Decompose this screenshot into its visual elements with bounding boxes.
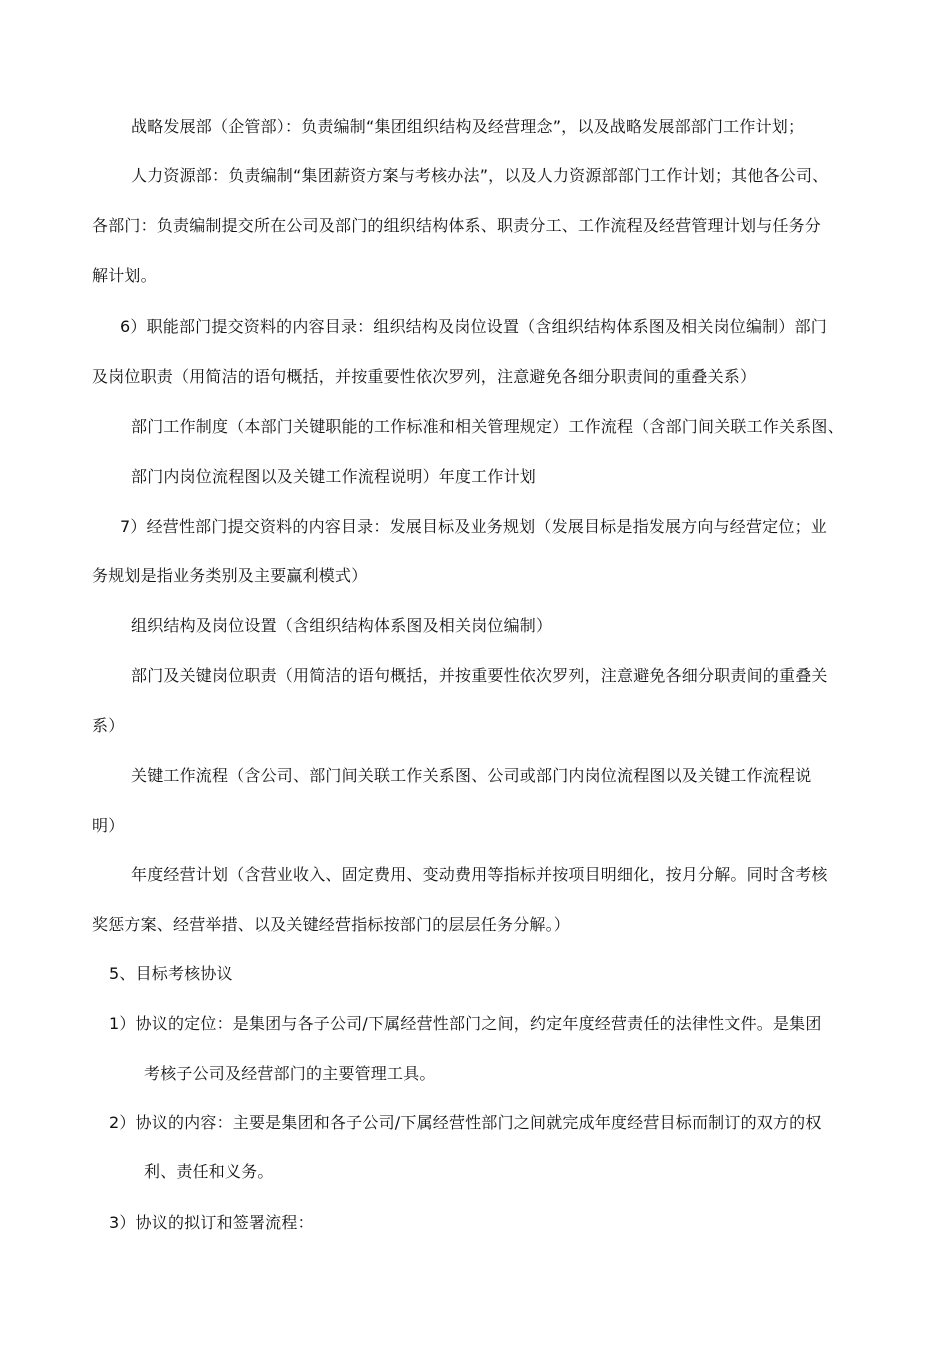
item-6-line: 6）职能部门提交资料的内容目录：组织结构及岗位设置（含组织结构体系图及相关岗位编制）部门 [120,317,827,336]
hr-dept-line: 人力资源部：负责编制“集团薪资方案与考核办法”，以及人力资源部部门工作计划；其他各公司、 [131,166,829,185]
agreement-item-3-line: 3）协议的拟订和签署流程： [109,1213,314,1232]
agreement-item-2-line: 2）协议的内容：主要是集团和各子公司/下属经营性部门之间就完成年度经营目标而制订的双方的权 [109,1113,822,1132]
departments-line: 各部门：负责编制提交所在公司及部门的组织结构体系、职责分工、工作流程及经营管理计划与任务分 [92,216,822,235]
item-7-continuation-line: 务规划是指业务类别及主要赢利模式） [92,566,368,585]
key-workflow-continuation-line: 明） [92,816,125,835]
org-structure-line: 组织结构及岗位设置（含组织结构体系图及相关岗位编制） [131,616,553,635]
item-6-continuation-line: 及岗位职责（用简洁的语句概括，并按重要性依次罗列，注意避免各细分职责间的重叠关系） [92,367,757,386]
key-positions-line: 部门及关键岗位职责（用简洁的语句概括，并按重要性依次罗列，注意避免各细分职责间的重叠关 [131,666,828,685]
dept-flow-line: 部门内岗位流程图以及关键工作流程说明）年度工作计划 [131,467,537,486]
dept-rules-line: 部门工作制度（本部门关键职能的工作标准和相关管理规定）工作流程（含部门间关联工作关系图、 [131,417,844,436]
agreement-item-2-continuation-line: 利、责任和义务。 [144,1162,274,1181]
annual-plan-continuation-line: 奖惩方案、经营举措、以及关键经营指标按部门的层层任务分解。） [92,915,571,934]
key-positions-continuation-line: 系） [92,716,125,735]
agreement-item-1-continuation-line: 考核子公司及经营部门的主要管理工具。 [144,1064,436,1083]
agreement-item-1-line: 1）协议的定位：是集团与各子公司/下属经营性部门之间，约定年度经营责任的法律性文件。是集团 [109,1014,822,1033]
item-7-line: 7）经营性部门提交资料的内容目录：发展目标及业务规划（发展目标是指发展方向与经营定位；业 [120,517,827,536]
section-5-heading: 5、目标考核协议 [109,964,233,983]
key-workflow-line: 关键工作流程（含公司、部门间关联工作关系图、公司或部门内岗位流程图以及关键工作流程说 [131,766,812,785]
strategy-dept-line: 战略发展部（企管部）：负责编制“集团组织结构及经营理念”，以及战略发展部部门工作计划； [131,117,805,136]
plan-continuation-line: 解计划。 [92,266,157,285]
annual-plan-line: 年度经营计划（含营业收入、固定费用、变动费用等指标并按项目明细化，按月分解。同时含考核 [131,865,828,884]
